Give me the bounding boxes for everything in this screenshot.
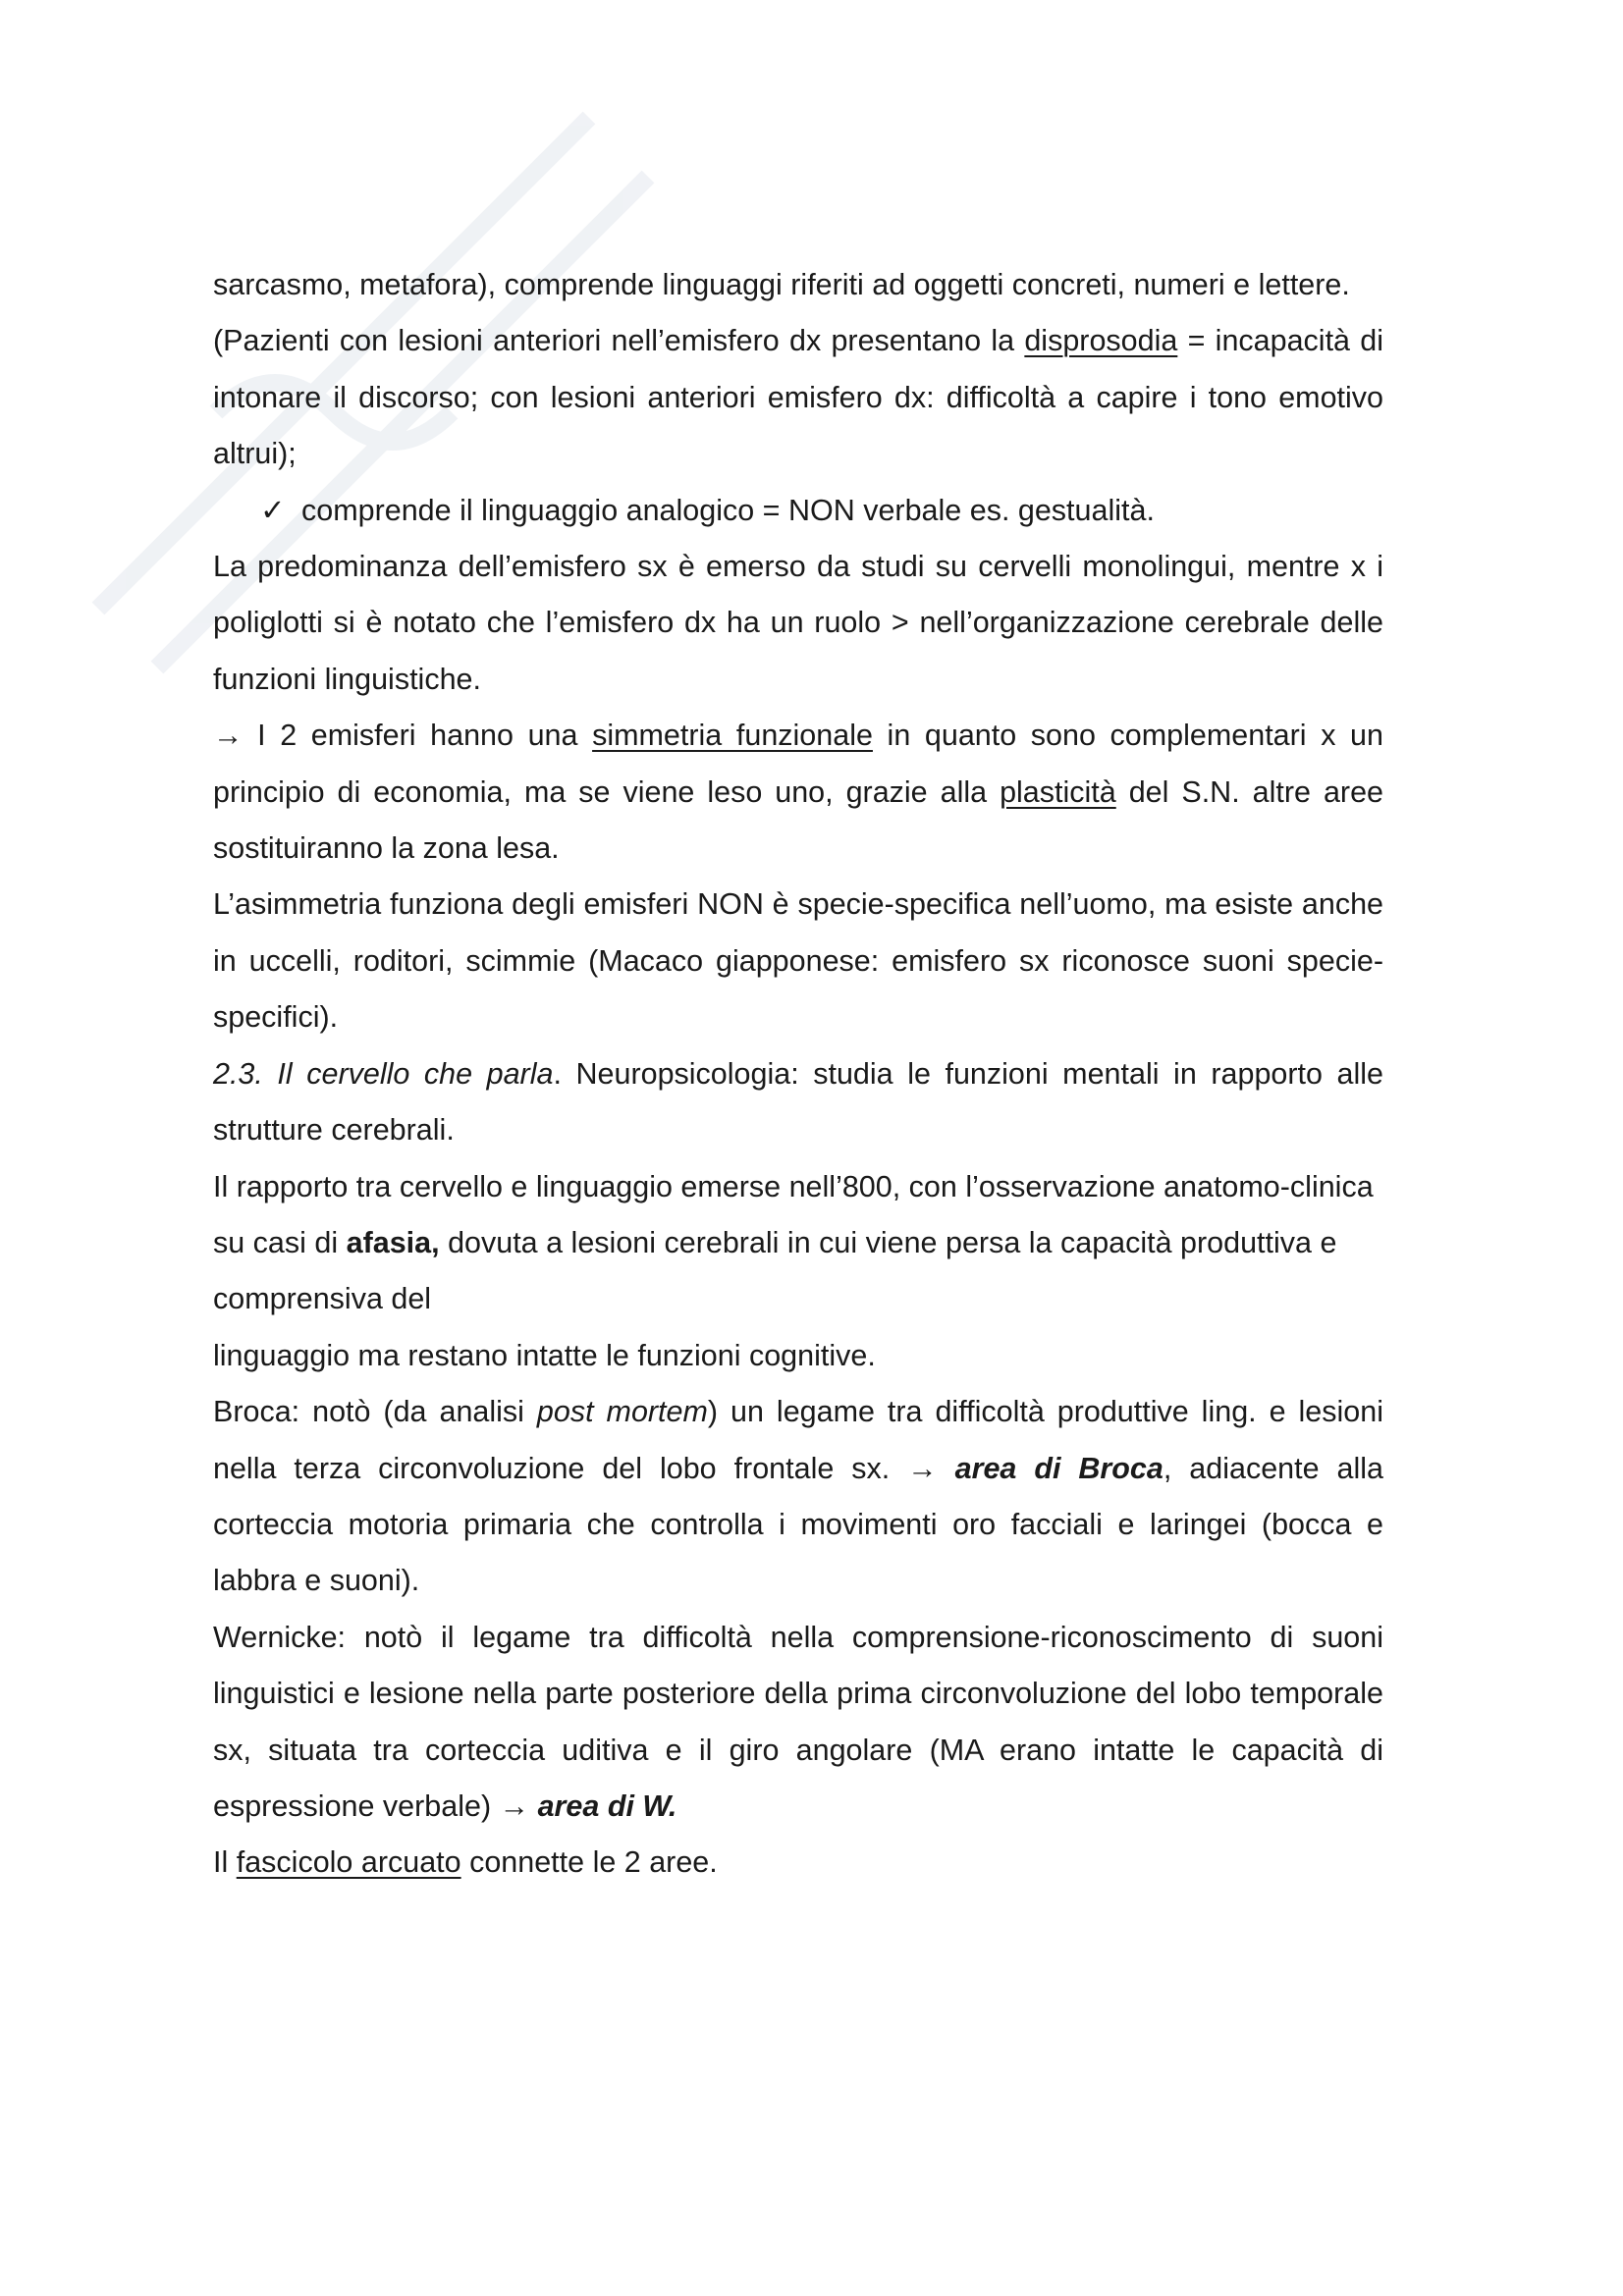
term-area-di-broca: area di Broca [954,1451,1163,1485]
paragraph: sarcasmo, metafora), comprende linguaggi riferiti ad oggetti concreti, numeri e lettere. [213,268,1350,301]
term-simmetria-funzionale: simmetria funzionale [592,719,873,753]
arrow-icon: → [907,1451,938,1485]
term-disprosodia: disprosodia [1024,324,1178,358]
arrow-icon: → [499,1789,530,1823]
paragraph: Wernicke: notò il legame tra difficoltà nella comprensione-riconoscimento di suoni linguistici e lesione nella parte posteriore della prima circonvoluzione del lobo temporale sx, situata tra corteccia uditiva e il giro angolare (MA erano intatte le capacità di espressione verbale) → area di W. [213,1610,1383,1836]
paragraph: L’asimmetria funziona degli emisferi NON è specie-specifica nell’uomo, ma esiste anche in uccelli, roditori, scimmie (Macaco giapponese: emisfero sx riconosce suoni specie-specifici). [213,887,1383,1035]
paragraph: linguaggio ma restano intatte le funzioni cognitive. [213,1338,876,1372]
checklist-item: ✓ comprende il linguaggio analogico = NON verbale es. gestualità. [213,483,1383,539]
paragraph: → I 2 emisferi hanno una simmetria funzionale in quanto sono complementari x un principio di economia, ma se viene leso uno, grazie alla plasticità del S.N. altre aree sostituiranno la zona lesa. [213,708,1383,877]
paragraph: La predominanza dell’emisfero sx è emerso da studi su cervelli monolingui, mentre x i poliglotti si è notato che l’emisfero dx ha un ruolo > nell’organizzazione cerebrale delle funzioni linguistiche. [213,550,1383,696]
term-plasticita: plasticità [1000,774,1116,809]
term-fascicolo-arcuato: fascicolo arcuato [236,1845,461,1880]
checkmark-icon: ✓ [260,493,286,527]
section-heading: 2.3. Il cervello che parla [213,1056,554,1091]
paragraph: Il rapporto tra cervello e linguaggio emerse nell’800, con l’osservazione anatomo-clinica su casi di afasia, dovuta a lesioni cerebrali in cui viene persa la capacità produttiva e comprensiva del [213,1169,1374,1316]
paragraph: Il fascicolo arcuato connette le 2 aree. [213,1845,718,1880]
term-area-di-w: area di W. [537,1789,677,1823]
section-paragraph: 2.3. Il cervello che parla. Neuropsicologia: studia le funzioni mentali in rapporto alle strutture cerebrali. [213,1056,1383,1148]
paragraph: Broca: notò (da analisi post mortem) un legame tra difficoltà produttive ling. e lesioni nella terza circonvoluzione del lobo frontale sx. → area di Broca, adiacente alla corteccia motoria primaria che controlla i movimenti oro facciali e laringei (bocca e labbra e suoni). [213,1395,1383,1598]
paragraph: (Pazienti con lesioni anteriori nell’emisfero dx presentano la disprosodia = incapacità di intonare il discorso; con lesioni anteriori emisfero dx: difficoltà a capire i tono emotivo altrui); [213,324,1384,471]
term-afasia: afasia, [346,1225,440,1259]
document-body [213,257,1383,1892]
arrow-icon: → [213,719,243,753]
